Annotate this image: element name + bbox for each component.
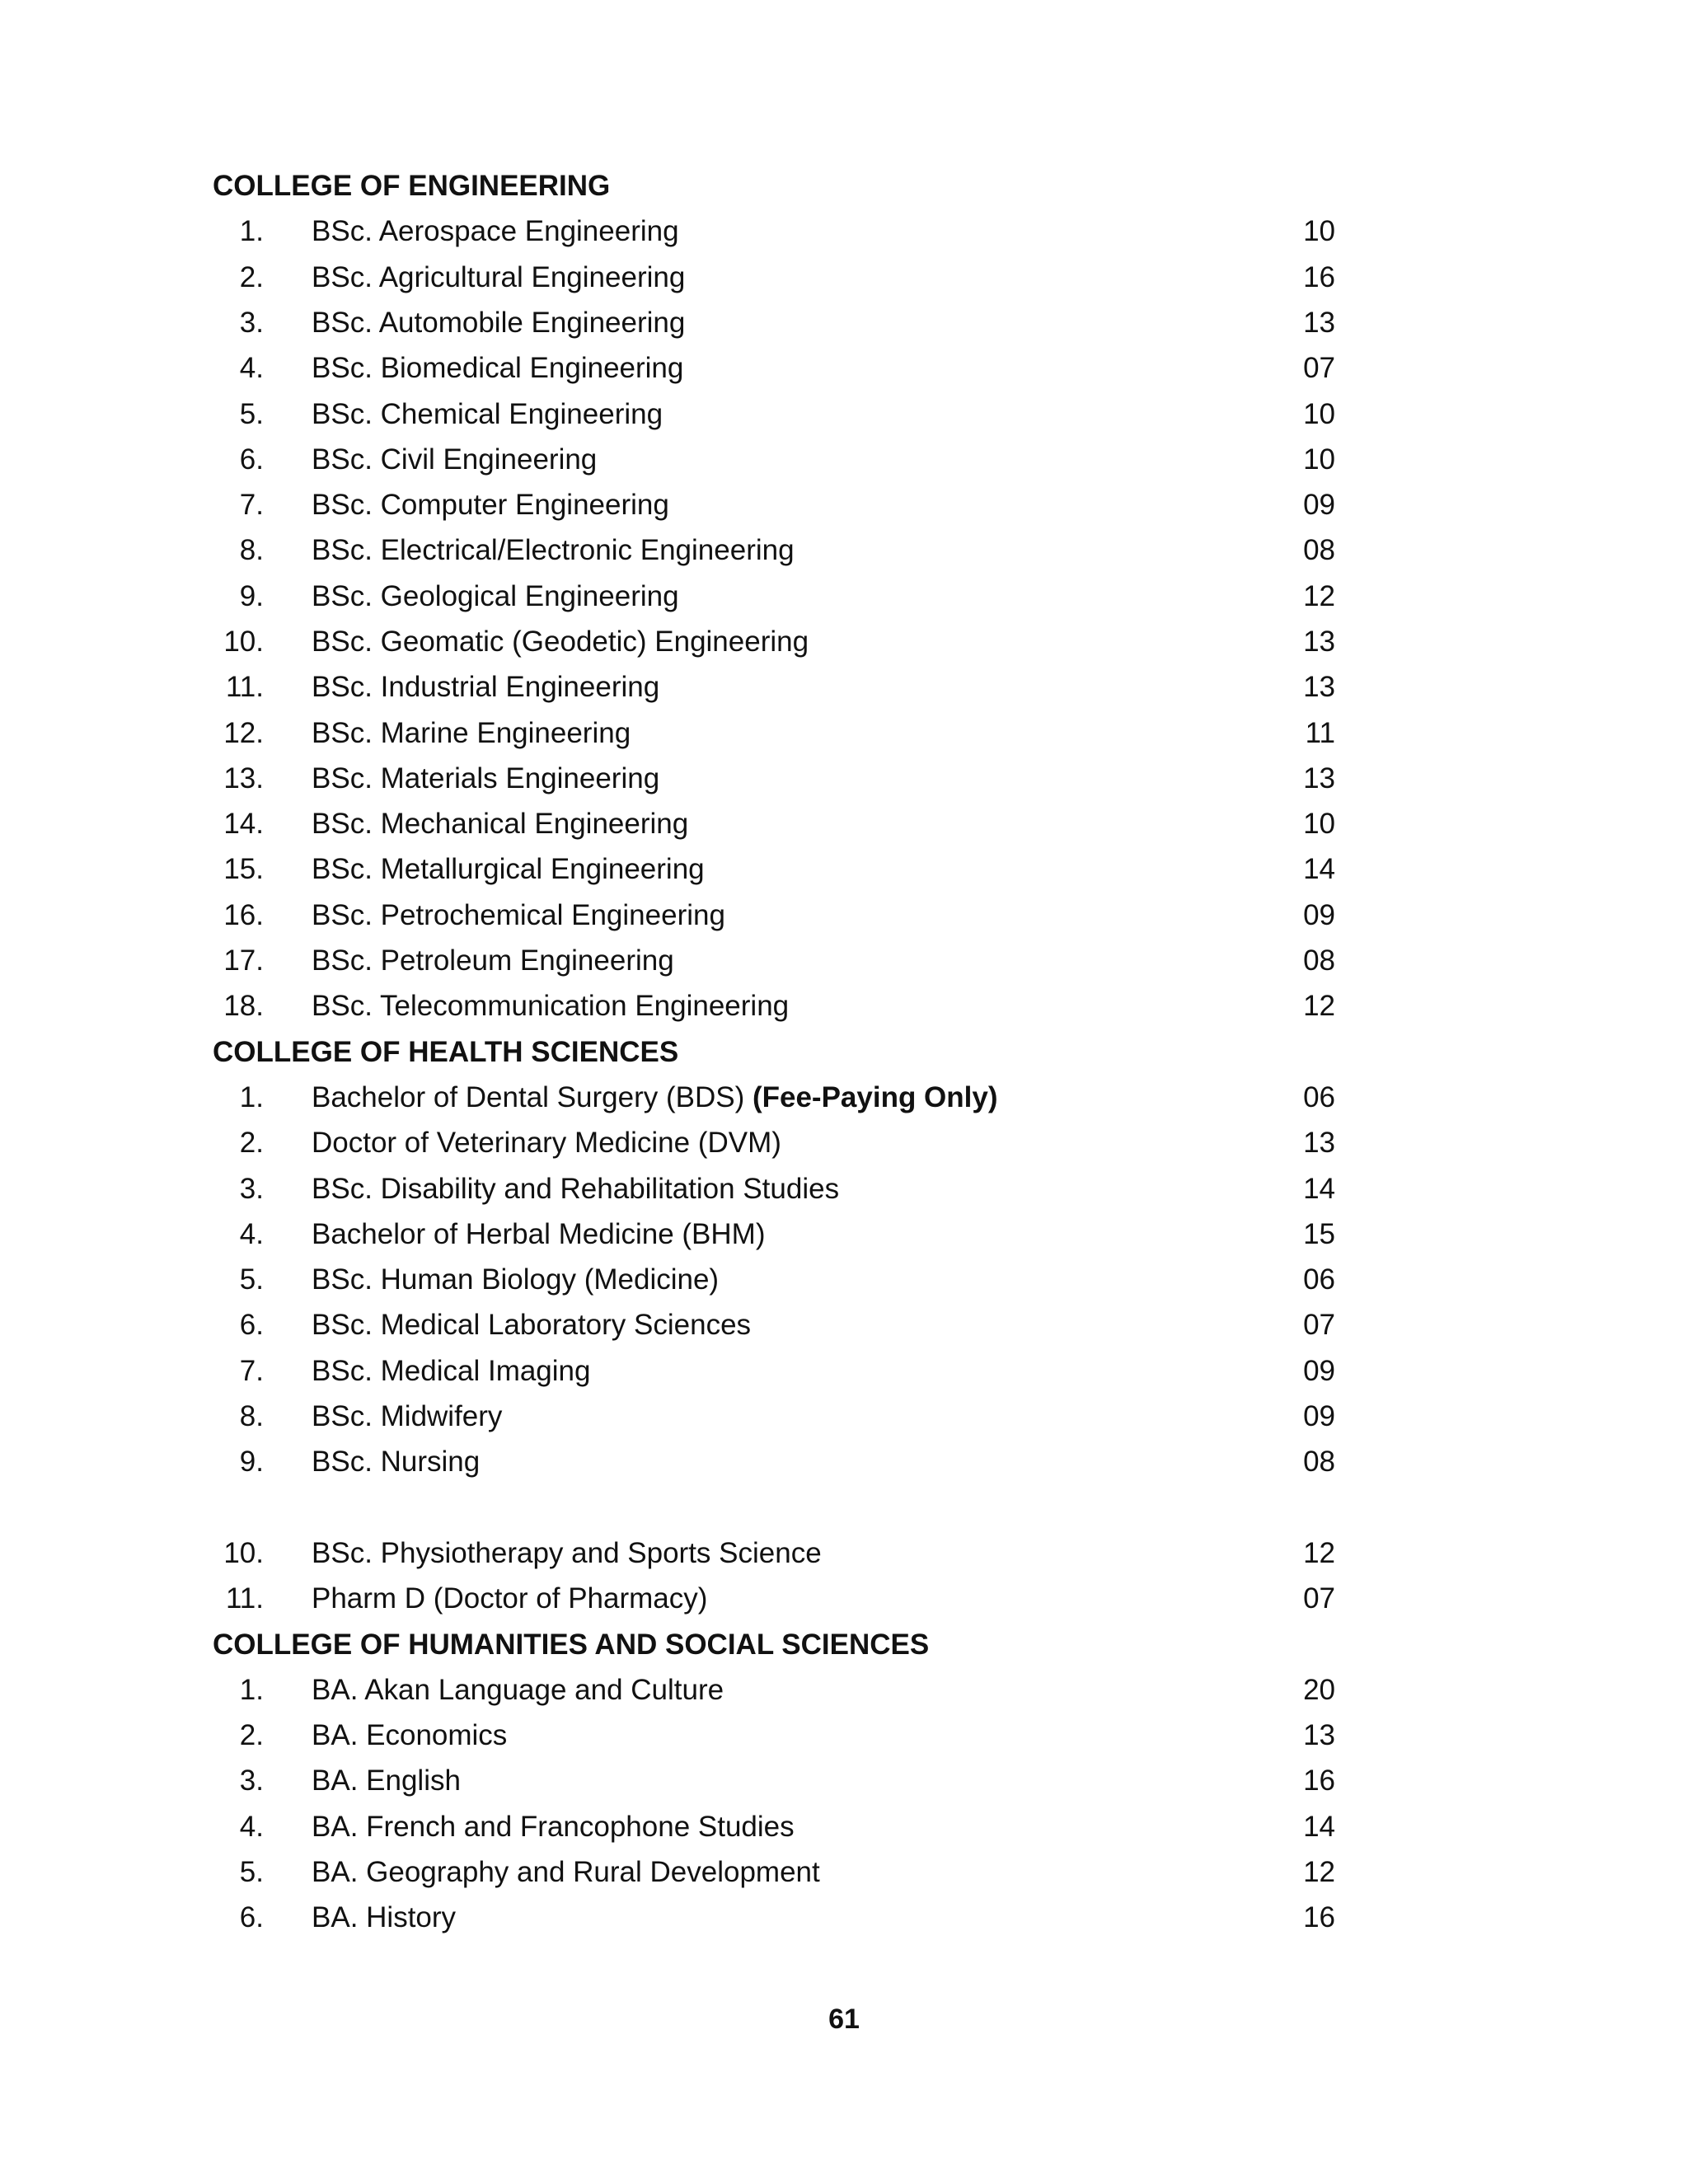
program-text: Bachelor of Herbal Medicine (BHM) <box>312 1218 766 1250</box>
cutoff-value: 16 <box>1303 261 1335 293</box>
item-number: 3. <box>239 1173 264 1205</box>
program-row <box>0 300 1688 346</box>
program-name <box>312 1302 751 1348</box>
program-name <box>312 1530 822 1577</box>
cutoff-value: 09 <box>1303 899 1335 931</box>
item-number: 2. <box>239 261 264 293</box>
cutoff-value: 10 <box>1303 443 1335 476</box>
program-text: BSc. Electrical/Electronic Engineering <box>312 534 795 566</box>
program-text: BSc. Industrial Engineering <box>312 671 660 703</box>
cutoff-value: 09 <box>1303 1400 1335 1432</box>
program-row <box>0 345 1688 391</box>
program-text: BA. Economics <box>312 1719 508 1751</box>
item-number: 3. <box>239 307 264 339</box>
cutoff-value: 06 <box>1303 1263 1335 1296</box>
item-number: 7. <box>239 489 264 521</box>
program-row <box>0 983 1688 1029</box>
program-text: BSc. Geological Engineering <box>312 580 679 612</box>
cutoff-value: 20 <box>1303 1674 1335 1706</box>
cutoff-value: 12 <box>1303 1856 1335 1888</box>
program-row <box>0 1530 1688 1577</box>
item-number: 17. <box>223 944 264 977</box>
item-number: 13. <box>223 762 264 794</box>
program-name <box>312 1439 480 1485</box>
cutoff-value: 13 <box>1303 1719 1335 1751</box>
item-number: 9. <box>239 580 264 612</box>
program-row <box>0 1075 1688 1121</box>
program-row <box>0 574 1688 620</box>
program-name <box>312 574 679 620</box>
program-name <box>312 893 725 939</box>
item-number: 1. <box>239 1081 264 1113</box>
program-row <box>0 391 1688 438</box>
cutoff-value: 07 <box>1303 1582 1335 1615</box>
program-row <box>0 1166 1688 1212</box>
program-name <box>312 527 795 574</box>
program-row <box>0 255 1688 301</box>
program-row <box>0 1713 1688 1759</box>
program-text: BSc. Biomedical Engineering <box>312 352 684 384</box>
program-name <box>312 1713 507 1759</box>
program-text: BSc. Civil Engineering <box>312 443 598 476</box>
program-text: BSc. Computer Engineering <box>312 489 669 521</box>
program-name <box>312 1804 795 1850</box>
program-row <box>0 893 1688 939</box>
program-row <box>0 846 1688 893</box>
cutoff-value: 12 <box>1303 1537 1335 1569</box>
program-text: BSc. Disability and Rehabilitation Studies <box>312 1173 840 1205</box>
program-text: BSc. Agricultural Engineering <box>312 261 686 293</box>
program-name <box>312 710 631 757</box>
program-row <box>0 482 1688 528</box>
program-name <box>312 1576 707 1622</box>
program-name <box>312 664 659 710</box>
program-name <box>312 1166 839 1212</box>
item-number: 8. <box>239 1400 264 1432</box>
program-name <box>312 619 809 665</box>
cutoff-value: 13 <box>1303 626 1335 658</box>
item-number: 5. <box>239 398 264 430</box>
program-row <box>0 1439 1688 1485</box>
item-number: 6. <box>239 443 264 476</box>
program-name <box>312 209 679 255</box>
item-number: 4. <box>239 352 264 384</box>
program-text: Pharm D (Doctor of Pharmacy) <box>312 1582 708 1615</box>
program-text: BSc. Mechanical Engineering <box>312 808 689 840</box>
item-number: 7. <box>239 1355 264 1387</box>
section-heading: COLLEGE OF HUMANITIES AND SOCIAL SCIENCES <box>213 1629 930 1661</box>
cutoff-value: 09 <box>1303 1355 1335 1387</box>
program-row <box>0 1257 1688 1303</box>
program-note: (Fee-Paying Only) <box>752 1081 998 1113</box>
cutoff-value: 12 <box>1303 580 1335 612</box>
program-text: BSc. Petroleum Engineering <box>312 944 674 977</box>
program-text: BSc. Midwifery <box>312 1400 503 1432</box>
cutoff-value: 14 <box>1303 1173 1335 1205</box>
item-number: 6. <box>239 1309 264 1341</box>
item-number: 1. <box>239 215 264 247</box>
program-row <box>0 1212 1688 1258</box>
program-text: BSc. Aerospace Engineering <box>312 215 679 247</box>
program-name <box>312 1257 719 1303</box>
program-name <box>312 391 663 438</box>
program-name <box>312 1895 456 1941</box>
program-row <box>0 1895 1688 1941</box>
program-row <box>0 1302 1688 1348</box>
cutoff-value: 15 <box>1303 1218 1335 1250</box>
program-row <box>0 756 1688 802</box>
program-text: BA. English <box>312 1765 461 1797</box>
program-name <box>312 437 597 483</box>
item-number: 10. <box>223 1537 264 1569</box>
program-name <box>312 1394 502 1440</box>
cutoff-value: 13 <box>1303 307 1335 339</box>
program-row <box>0 664 1688 710</box>
program-text: BA. French and Francophone Studies <box>312 1811 795 1843</box>
program-name <box>312 756 659 802</box>
program-text: BSc. Chemical Engineering <box>312 398 663 430</box>
program-name <box>312 938 674 984</box>
cutoff-value: 06 <box>1303 1081 1335 1113</box>
program-text: BSc. Petrochemical Engineering <box>312 899 725 931</box>
program-row <box>0 619 1688 665</box>
program-row <box>0 527 1688 574</box>
cutoff-value: 10 <box>1303 398 1335 430</box>
item-number: 18. <box>223 990 264 1022</box>
program-row <box>0 801 1688 847</box>
cutoff-value: 08 <box>1303 944 1335 977</box>
cutoff-value: 10 <box>1303 215 1335 247</box>
program-row <box>0 1348 1688 1394</box>
item-number: 14. <box>223 808 264 840</box>
item-number: 3. <box>239 1765 264 1797</box>
program-name <box>312 1758 461 1804</box>
item-number: 4. <box>239 1811 264 1843</box>
program-text: BSc. Medical Laboratory Sciences <box>312 1309 752 1341</box>
cutoff-value: 13 <box>1303 671 1335 703</box>
program-text: Doctor of Veterinary Medicine (DVM) <box>312 1127 781 1159</box>
program-name <box>312 345 683 391</box>
program-name <box>312 300 685 346</box>
item-number: 2. <box>239 1127 264 1159</box>
item-number: 10. <box>223 626 264 658</box>
program-text: BSc. Marine Engineering <box>312 717 631 749</box>
program-row <box>0 1804 1688 1850</box>
cutoff-value: 13 <box>1303 1127 1335 1159</box>
section-heading: COLLEGE OF HEALTH SCIENCES <box>213 1036 679 1068</box>
program-name <box>312 1348 590 1394</box>
program-text: BA. Geography and Rural Development <box>312 1856 820 1888</box>
program-name <box>312 983 789 1029</box>
cutoff-value: 08 <box>1303 534 1335 566</box>
cutoff-value: 07 <box>1303 352 1335 384</box>
program-row <box>0 209 1688 255</box>
program-text: BA. History <box>312 1901 457 1933</box>
program-text: BSc. Materials Engineering <box>312 762 660 794</box>
cutoff-value: 16 <box>1303 1901 1335 1933</box>
program-name <box>312 846 705 893</box>
cutoff-value: 07 <box>1303 1309 1335 1341</box>
program-row <box>0 437 1688 483</box>
cutoff-value: 14 <box>1303 1811 1335 1843</box>
program-row <box>0 938 1688 984</box>
cutoff-value: 16 <box>1303 1765 1335 1797</box>
program-text: BSc. Geomatic (Geodetic) Engineering <box>312 626 809 658</box>
program-name <box>312 1075 998 1121</box>
item-number: 2. <box>239 1719 264 1751</box>
program-name <box>312 255 685 301</box>
item-number: 12. <box>223 717 264 749</box>
item-number: 9. <box>239 1446 264 1478</box>
program-name <box>312 1667 724 1713</box>
cutoff-value: 11 <box>1305 717 1335 749</box>
item-number: 6. <box>239 1901 264 1933</box>
item-number: 5. <box>239 1856 264 1888</box>
cutoff-value: 10 <box>1303 808 1335 840</box>
program-row <box>0 710 1688 757</box>
program-name <box>312 482 669 528</box>
program-row <box>0 1667 1688 1713</box>
item-number: 4. <box>239 1218 264 1250</box>
page-number: 61 <box>828 2004 860 2035</box>
program-text: BSc. Nursing <box>312 1446 481 1478</box>
item-number: 11. <box>225 671 264 703</box>
item-number: 16. <box>223 899 264 931</box>
program-row <box>0 1120 1688 1166</box>
program-row <box>0 1394 1688 1440</box>
cutoff-value: 09 <box>1303 489 1335 521</box>
program-text: BSc. Medical Imaging <box>312 1355 591 1387</box>
program-row <box>0 1758 1688 1804</box>
section-heading: COLLEGE OF ENGINEERING <box>213 170 611 202</box>
program-text: BSc. Physiotherapy and Sports Science <box>312 1537 822 1569</box>
item-number: 1. <box>239 1674 264 1706</box>
program-text: BA. Akan Language and Culture <box>312 1674 724 1706</box>
program-row <box>0 1849 1688 1896</box>
item-number: 5. <box>239 1263 264 1296</box>
program-row <box>0 1576 1688 1622</box>
cutoff-value: 14 <box>1303 853 1335 885</box>
cutoff-value: 13 <box>1303 762 1335 794</box>
program-name <box>312 801 688 847</box>
program-text: Bachelor of Dental Surgery (BDS) <box>312 1081 753 1113</box>
program-name <box>312 1120 781 1166</box>
program-text: BSc. Automobile Engineering <box>312 307 686 339</box>
item-number: 15. <box>223 853 264 885</box>
item-number: 8. <box>239 534 264 566</box>
program-text: BSc. Human Biology (Medicine) <box>312 1263 720 1296</box>
program-name <box>312 1849 820 1896</box>
cutoff-value: 12 <box>1303 990 1335 1022</box>
program-text: BSc. Telecommunication Engineering <box>312 990 790 1022</box>
cutoff-value: 08 <box>1303 1446 1335 1478</box>
program-text: BSc. Metallurgical Engineering <box>312 853 705 885</box>
item-number: 11. <box>225 1582 264 1615</box>
program-name <box>312 1212 765 1258</box>
